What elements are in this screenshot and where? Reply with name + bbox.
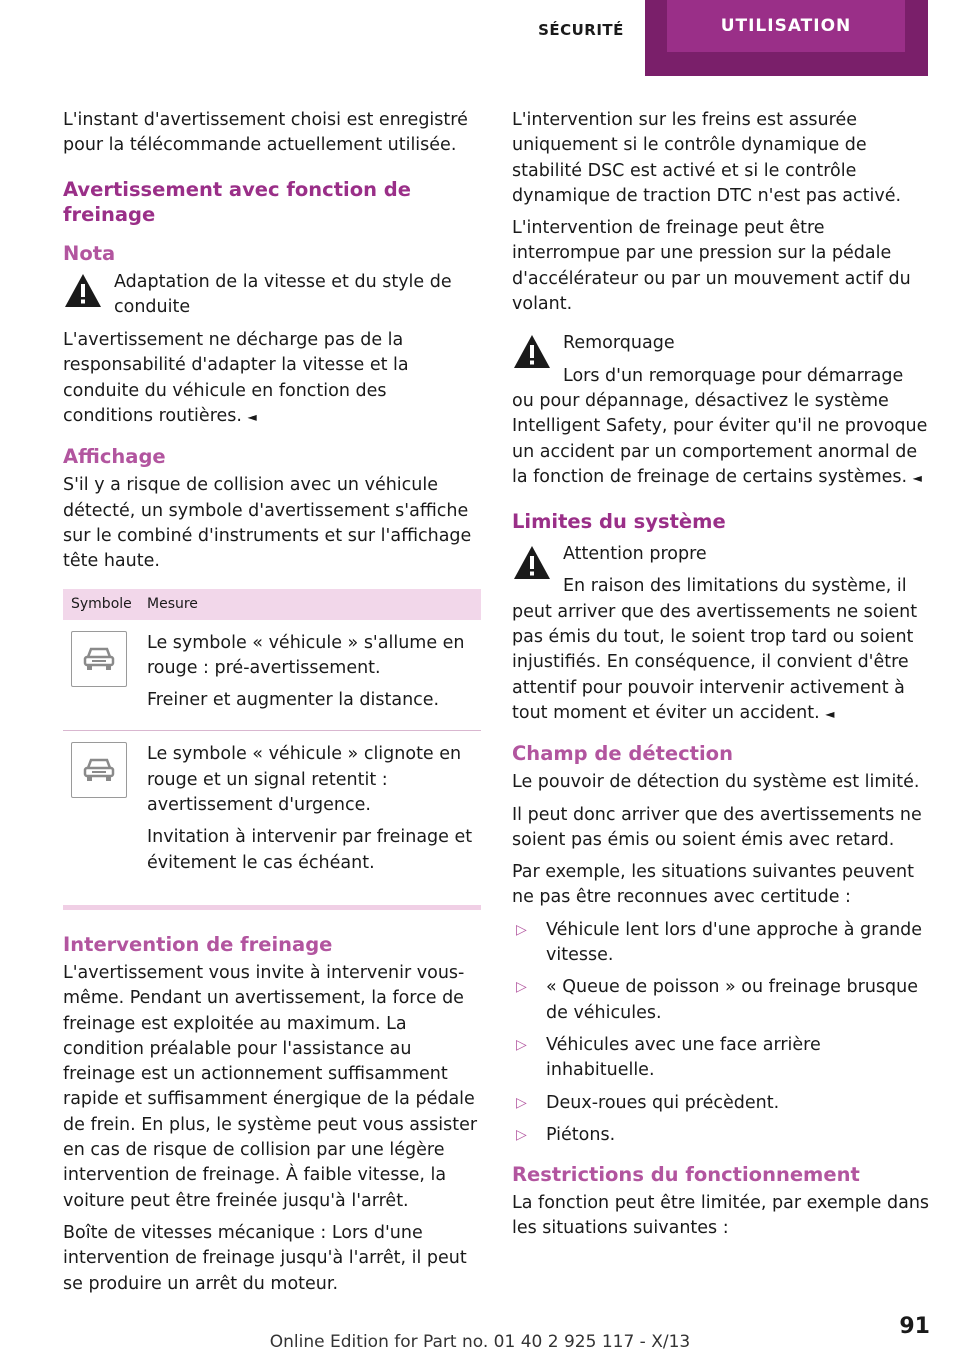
remorquage-body [512, 364, 930, 491]
attention-body [512, 574, 930, 727]
champ-paragraph-3: Par exemple, les situations suivantes peuvent ne pas être reconnues avec certitude : [512, 862, 914, 908]
heading-champ: Champ de détection [512, 742, 733, 766]
nota-warning [63, 270, 481, 321]
heading-limites: Limites du système [512, 510, 726, 534]
remorquage-title: Remorquage [563, 333, 675, 354]
warning-triangle-icon [63, 272, 103, 310]
bullet-marker: ▷ [516, 921, 527, 938]
heading-nota: Nota [63, 241, 116, 265]
list-item: ▷ Deux-roues qui précèdent. [512, 1091, 930, 1116]
end-marker: ◄ [825, 706, 835, 721]
dsc-paragraph: L'intervention sur les freins est assurée uniquement si le contrôle dynamique de stabilité DSC est activé et si le contrôle dynamique de traction DTC n'est pas activé. [512, 110, 902, 206]
heading-intervention: Intervention de freinage [63, 932, 333, 956]
nota-body-text: L'avertissement ne décharge pas de la responsabilité d'adapter la vitesse et la conduite du véhicule en fonction des conditions routières. [63, 330, 409, 427]
header-section-label: SÉCURITÉ [538, 21, 624, 39]
table-row [63, 620, 481, 731]
page-number: 91 [899, 1314, 930, 1339]
interrupt-paragraph: L'intervention de freinage peut être interrompue par une pression sur la pédale d'accélérateur ou par un mouvement actif du volant. [512, 218, 911, 315]
remorquage-warning [512, 331, 930, 356]
bullet-marker: ▷ [516, 1126, 527, 1143]
bullet-marker: ▷ [516, 979, 527, 996]
header-chapter-label: UTILISATION [667, 0, 905, 52]
bullet-marker: ▷ [516, 1036, 527, 1053]
table-row1-text1: Le symbole « véhicule » s'allume en rouge : pré-avertissement. [147, 632, 465, 678]
footer-edition: Online Edition for Part no. 01 40 2 925 117 - X/13 [269, 1332, 691, 1352]
list-item: ▷ Véhicule lent lors d'une approche à grande vitesse. [516, 919, 923, 966]
table-row1-text2: Freiner et augmenter la distance. [147, 690, 440, 711]
symbol-table [63, 589, 481, 893]
table-row2-text1: Le symbole « véhicule » clignote en rouge et un signal retentit : avertissement d'urgence. [147, 744, 462, 816]
restrictions-paragraph: La fonction peut être limitée, par exemple dans les situations suivantes : [512, 1193, 930, 1239]
bullet-marker: ▷ [516, 1094, 527, 1111]
table-header-symbole: Symbole [63, 589, 147, 620]
nota-body [63, 328, 481, 430]
left-column [63, 108, 481, 1304]
list-item: ▷ Véhicules avec une face arrière inhabituelle. [516, 1034, 821, 1081]
attention-warning [512, 542, 930, 567]
heading-restrictions: Restrictions du fonctionnement [512, 1163, 860, 1187]
car-icon [71, 631, 127, 687]
warning-triangle-icon [512, 333, 552, 371]
list-item: ▷ Piétons. [512, 1123, 930, 1148]
attention-title: Attention propre [563, 544, 707, 565]
list-item: ▷ « Queue de poisson » ou freinage brusque de véhicules. [516, 977, 918, 1023]
intervention-paragraph-1: L'avertissement vous invite à intervenir vous-même. Pendant un avertissement, la force de freinage est exploitée au maximum. La condition préalable pour l'assistance au freinage est un actionnement suffisamment rapide et suffisamment énergique de la pédale de frein. En plus, le système peut vous assister en cas de risque de collision par une légère intervention de freinage. À faible vitesse, la voiture peut être freinée jusqu'à l'arrêt. [63, 962, 478, 1211]
table-bottom-rule [63, 905, 481, 910]
attention-body-text: En raison des limitations du système, il peut arriver que des avertissements ne soient pas émis du tout, le soient trop tard ou soient injustifiés. En conséquence, il convient d'être attentif pour pouvoir intervenir activement à tout moment et éviter un accident. [512, 576, 918, 723]
remorquage-body-text: Lors d'un remorquage pour démarrage ou pour dépannage, désactivez le système Intelligent Safety, pour éviter qu'il ne provoque un accident par un comportement anormal de la fonction de freinage de certains systèmes. [512, 365, 928, 487]
header-chapter-tab [645, 0, 928, 76]
table-row2-text2: Invitation à intervenir par freinage et évitement le cas échéant. [147, 827, 473, 873]
champ-paragraph-2: Il peut donc arriver que des avertissements ne soient pas émis ou soient émis avec retard. [512, 804, 922, 850]
car-icon [71, 742, 127, 798]
table-row [63, 731, 481, 893]
nota-title-line: Adaptation de la vitesse et du style de conduite [114, 271, 452, 317]
intro-paragraph: L'instant d'avertissement choisi est enregistré pour la télécommande actuellement utilisée. [63, 110, 468, 156]
affichage-paragraph: S'il y a risque de collision avec un véhicule détecté, un symbole d'avertissement s'affiche sur le combiné d'instruments et sur l'affichage tête haute. [63, 475, 472, 572]
heading-braking-warning: Avertissement avec fonction de freinage [63, 177, 411, 226]
champ-paragraph-1: Le pouvoir de détection du système est limité. [512, 772, 920, 793]
table-header-mesure: Mesure [147, 589, 481, 620]
right-column [512, 108, 930, 1249]
intervention-paragraph-2: Boîte de vitesses mécanique : Lors d'une intervention de freinage jusqu'à l'arrêt, il peut se produire un arrêt du moteur. [63, 1222, 467, 1294]
end-marker: ◄ [912, 470, 922, 485]
end-marker: ◄ [247, 410, 257, 425]
situation-list [512, 918, 930, 1148]
warning-triangle-icon [512, 544, 552, 582]
heading-affichage: Affichage [63, 445, 166, 469]
